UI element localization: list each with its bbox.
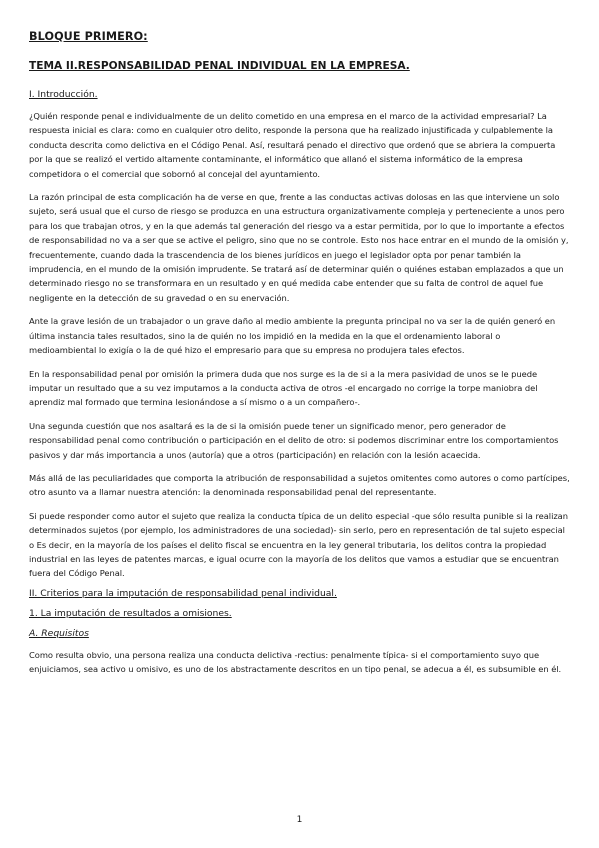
paragraph: Una segunda cuestión que nos asaltará es la de si la omisión puede tener un significado menor, pero generador de responsabilidad penal como contribución o participación en el delito de otro: si podemos discriminar entre los comportamientos pasivos y dar más importancia a unos (autoría) que a otros (participación) en relación con la lesión acaecida. <box>29 420 559 460</box>
page-number: 1 <box>296 815 303 825</box>
block-heading: BLOQUE PRIMERO: <box>29 30 148 43</box>
subsection-requirements-heading: A. Requisitos <box>29 627 89 639</box>
subsection-imputation-heading: 1. La imputación de resultados a omisiones. <box>29 607 232 619</box>
paragraph: Como resulta obvio, una persona realiza una conducta delictiva -rectius: penalmente típica- si el comportamiento suyo que enjuiciamos, sea activo u omisivo, es uno de los abstractamente descritos en un tipo penal, se adecua a él, es subsumible en él. <box>29 649 562 675</box>
paragraph: Si puede responder como autor el sujeto que realiza la conducta típica de un delito especial -que sólo resulta punible si la realizan determinados sujetos (por ejemplo, los administradores de una sociedad)- sin serlo, pero en representación de tal sujeto especial o Es decir, en la mayoría de los países el delito fiscal se encuentra en la ley general tributaria, los delitos contra la propiedad industrial en las leyes de patentes marcas, e igual ocurre con la mayoría de los delitos que vamos a estudiar que se encuentran fuera del Código Penal. <box>29 510 568 579</box>
paragraph: En la responsabilidad penal por omisión la primera duda que nos surge es la de si a la mera pasividad de unos se le puede imputar un resultado que a su vez imputamos a la conducta activa de otros -el encargado no corrige la torpe maniobra del aprendiz mal formado que termina lesionándose a sí mismo o a un compañero-. <box>29 368 538 408</box>
paragraph: Ante la grave lesión de un trabajador o un grave daño al medio ambiente la pregunta principal no va ser la de quién generó en última instancia tales resultados, sino la de quién no los impidió en la medida en la que el ordenamiento laboral o medioambiental lo exigía o la de qué hizo el empresario para que su empresa no produjera tales efectos. <box>29 316 556 356</box>
document-page <box>29 30 570 686</box>
topic-heading: TEMA II.RESPONSABILIDAD PENAL INDIVIDUAL EN LA EMPRESA. <box>29 60 410 72</box>
section-criteria-heading: II. Criterios para la imputación de responsabilidad penal individual. <box>29 587 337 599</box>
paragraph: La razón principal de esta complicación ha de verse en que, frente a las conductas activas dolosas en las que interviene un solo sujeto, será usual que el curso de riesgo se produzca en una estructura organizativamente compleja y perteneciente a unos pero para los que trabajan otros, y en la que además tal generación del riesgo va a estar permitida, por lo que lo importante a efectos de responsabilidad no va a ser que se active el peligro, sino que no se controle. Esto nos hace entrar en el mundo de la omisión y, frecuentemente, cuando dada la trascendencia de los bienes jurídicos en juego el legislador opta por penar también la imprudencia, en el mundo de la omisión imprudente. Se tratará así de determinar quién o quiénes estaban emplazados a que un determinado riesgo no se transformara en un resultado y en qué medida cabe entender que su falta de control de aquel fue negligente en la detección de su gravedad o en su enervación. <box>29 192 569 303</box>
paragraph: ¿Quién responde penal e individualmente de un delito cometido en una empresa en el marco de la actividad empresarial? La respuesta inicial es clara: como en cualquier otro delito, responde la persona que ha realizado injustificada y culpablemente la conducta descrita como delictiva en el Código Penal. Así, resultará penado el directivo que ordenó que se abriera la compuerta por la que se realizó el vertido altamente contaminante, el informático que allanó el sistema informático de la empresa competidora o el comercial que sobornó al concejal del ayuntamiento. <box>29 111 556 179</box>
section-introduction-heading: I. Introducción. <box>29 89 98 100</box>
paragraph: Más allá de las peculiaridades que comporta la atribución de responsabilidad a sujetos omitentes como autores o como partícipes, otro asunto va a llamar nuestra atención: la denominada responsabilidad penal del representante. <box>29 472 570 498</box>
